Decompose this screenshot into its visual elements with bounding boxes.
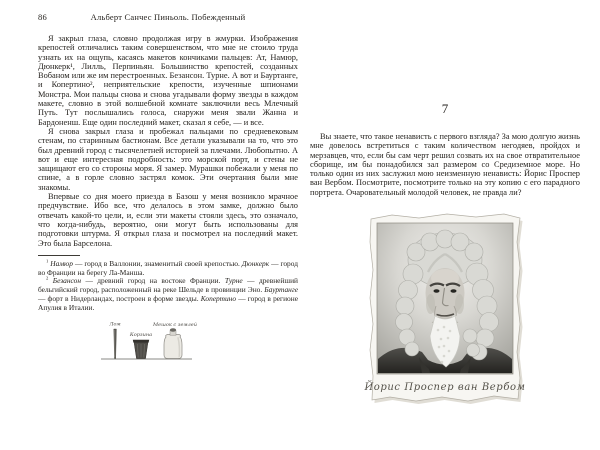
portrait-caption: Йорис Проспер ван Вербом	[364, 382, 526, 394]
body-paragraph: Я закрыл глаза, словно продолжая игру в жмурки. Изображения крепостей отличались таким совершенством, что мне не стоило труда узнать их на ощупь, касаясь макетов кончиками пальцев: Ат, Намюр, Дюнкерк¹, Лилль, Перпиньян. Большинство крепостей, созданных Вобаном или же им перестроенных. Безансон. Турне. А вот и Бауртанге, и Копертино², неприятельские крепости, изученные шпионами Монстра. Мои пальцы снова и снова угадывали форму звезды в каждом макете, словно в этой волшебной комнате заключили весь Млечный Путь. Тут послышались голоса, снаружи меня звали Жанна и Бардоненш. Еще один последний макет, сказал я себе, — и все.	[38, 34, 298, 127]
left-page	[38, 12, 298, 374]
footnote-1: $^1$ Намюр — город в Валлонии, знаменитый своей крепостью. Дюнкерк — город во Франции на берегу Ла-Манша.	[38, 258, 298, 277]
footnotes-block	[38, 260, 298, 313]
basket-icon	[133, 339, 149, 358]
running-title: Альберт Санчес Пиньоль. Побежденный	[90, 12, 246, 22]
siege-tools-engraving	[96, 319, 216, 369]
siege-tools-illustration	[96, 319, 298, 374]
chapter-number: 7	[441, 101, 449, 116]
crowbar-label: Лом	[109, 321, 121, 328]
footnote-2: $^2$ Безансон — древний город на востоке Франции. Турне — древнейший бельгийский город, расположенный на реке Шельде в провинции Эно. Бауртанге — форт в Нидерландах, построен в форме звезды. Копертино — город в регионе Апулия в Италии.	[38, 275, 298, 312]
earth-sack-label: Мешок с землей	[153, 321, 197, 328]
basket-label: Корзина	[129, 331, 153, 338]
body-paragraph: Вы знаете, что такое ненависть с первого взгляда? За мою долгую жизнь мне довелось встретиться с таким количеством негодяев, пройдох и мерзавцев, что, если бы сам черт решил созвать их на свое отвратительное сборище, им бы понадобился зал размером со Средиземное море. Но только один из них заслужил мою неизменную ненависть: Йорис Проспер ван Вербом. Посмотрите, посмотрите только на эту копию с его парадного портрета. Очаровательный молодой человек, не правда ли?	[310, 132, 580, 197]
right-page	[310, 0, 580, 411]
body-paragraph: Впервые со дня моего приезда в Базош у меня возникло мрачное предчувствие. Ибо все, что делалось в этом замке, должно было отвечать какой-то цели, и, если эти макеты стояли здесь, это означало, что когда-нибудь, вероятно, они могут быть использованы для подготовки штурма. Я открыл глаза и посмотрел на последний макет. Это была Барселона.	[38, 192, 298, 248]
left-page-header	[38, 12, 298, 25]
portrait-plate	[364, 210, 526, 411]
footnote-divider	[38, 255, 80, 256]
earth-sack-icon	[164, 328, 182, 358]
portrait-engraving	[364, 210, 526, 406]
portrait-image	[377, 223, 513, 374]
page-number: 86	[38, 12, 47, 22]
left-body-text	[38, 34, 298, 248]
body-paragraph: Я снова закрыл глаза и пробежал пальцами по средневековым стенам, по старинным бастионам. Все детали указывали на то, что это был древний город с тысячелетней историей за плечами. Любопытно. А вот и еще интересная подробность: это морской порт, и стены не защищают его со стороны моря. Я замер. Мурашки побежали у меня по спине, а в горле словно застрял комок. Эти очертания были мне знакомы.	[38, 126, 298, 192]
crowbar-icon	[114, 329, 117, 359]
